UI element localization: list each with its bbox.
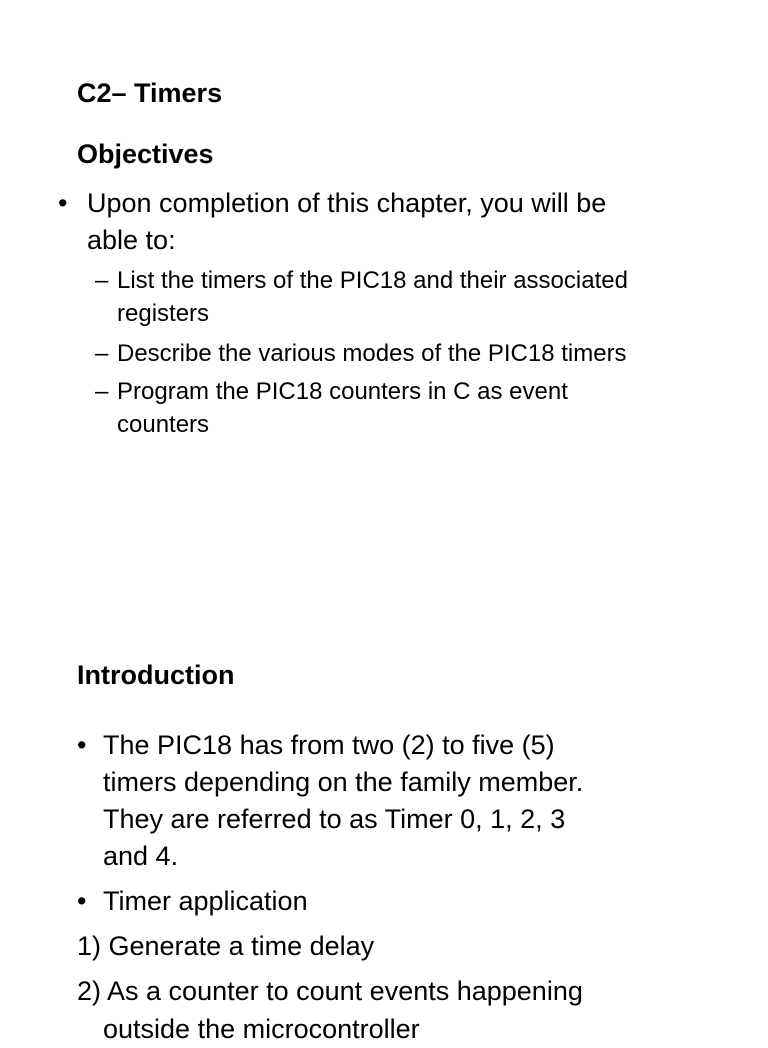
numbered-item-2-line-1: 2) As a counter to count events happening — [77, 976, 583, 1006]
introduction-heading: Introduction — [77, 660, 235, 690]
bullet-marker: • — [58, 188, 68, 218]
objective-item-3-line-1: Program the PIC18 counters in C as event — [117, 378, 568, 405]
numbered-item-2-line-2: outside the microcontroller — [103, 1014, 420, 1044]
chapter-title: C2– Timers — [77, 78, 223, 108]
objective-intro-line-2: able to: — [87, 225, 176, 255]
intro-bullet-1-line-4: and 4. — [103, 841, 179, 871]
intro-bullet-1-line-3: They are referred to as Timer 0, 1, 2, 3 — [103, 804, 566, 834]
numbered-item-1: 1) Generate a time delay — [77, 931, 375, 961]
clipped-line-container — [0, 1012, 768, 1044]
dash-marker: – — [95, 340, 109, 367]
dash-marker: – — [95, 378, 109, 405]
intro-bullet-1-line-2: timers depending on the family member. — [103, 767, 584, 797]
objective-intro-line-1: Upon completion of this chapter, you will be — [87, 188, 607, 218]
bullet-marker: • — [77, 730, 87, 760]
objectives-heading: Objectives — [77, 139, 214, 169]
objective-item-3-line-2: counters — [117, 411, 210, 438]
intro-bullet-1-line-1: The PIC18 has from two (2) to five (5) — [103, 730, 555, 760]
objective-item-1-line-2: registers — [117, 300, 210, 327]
bullet-marker: • — [77, 886, 87, 916]
dash-marker: – — [95, 267, 109, 294]
intro-bullet-2: Timer application — [103, 886, 308, 916]
objective-item-2: Describe the various modes of the PIC18 timers — [117, 340, 627, 367]
objective-item-1-line-1: List the timers of the PIC18 and their associated — [117, 267, 628, 294]
